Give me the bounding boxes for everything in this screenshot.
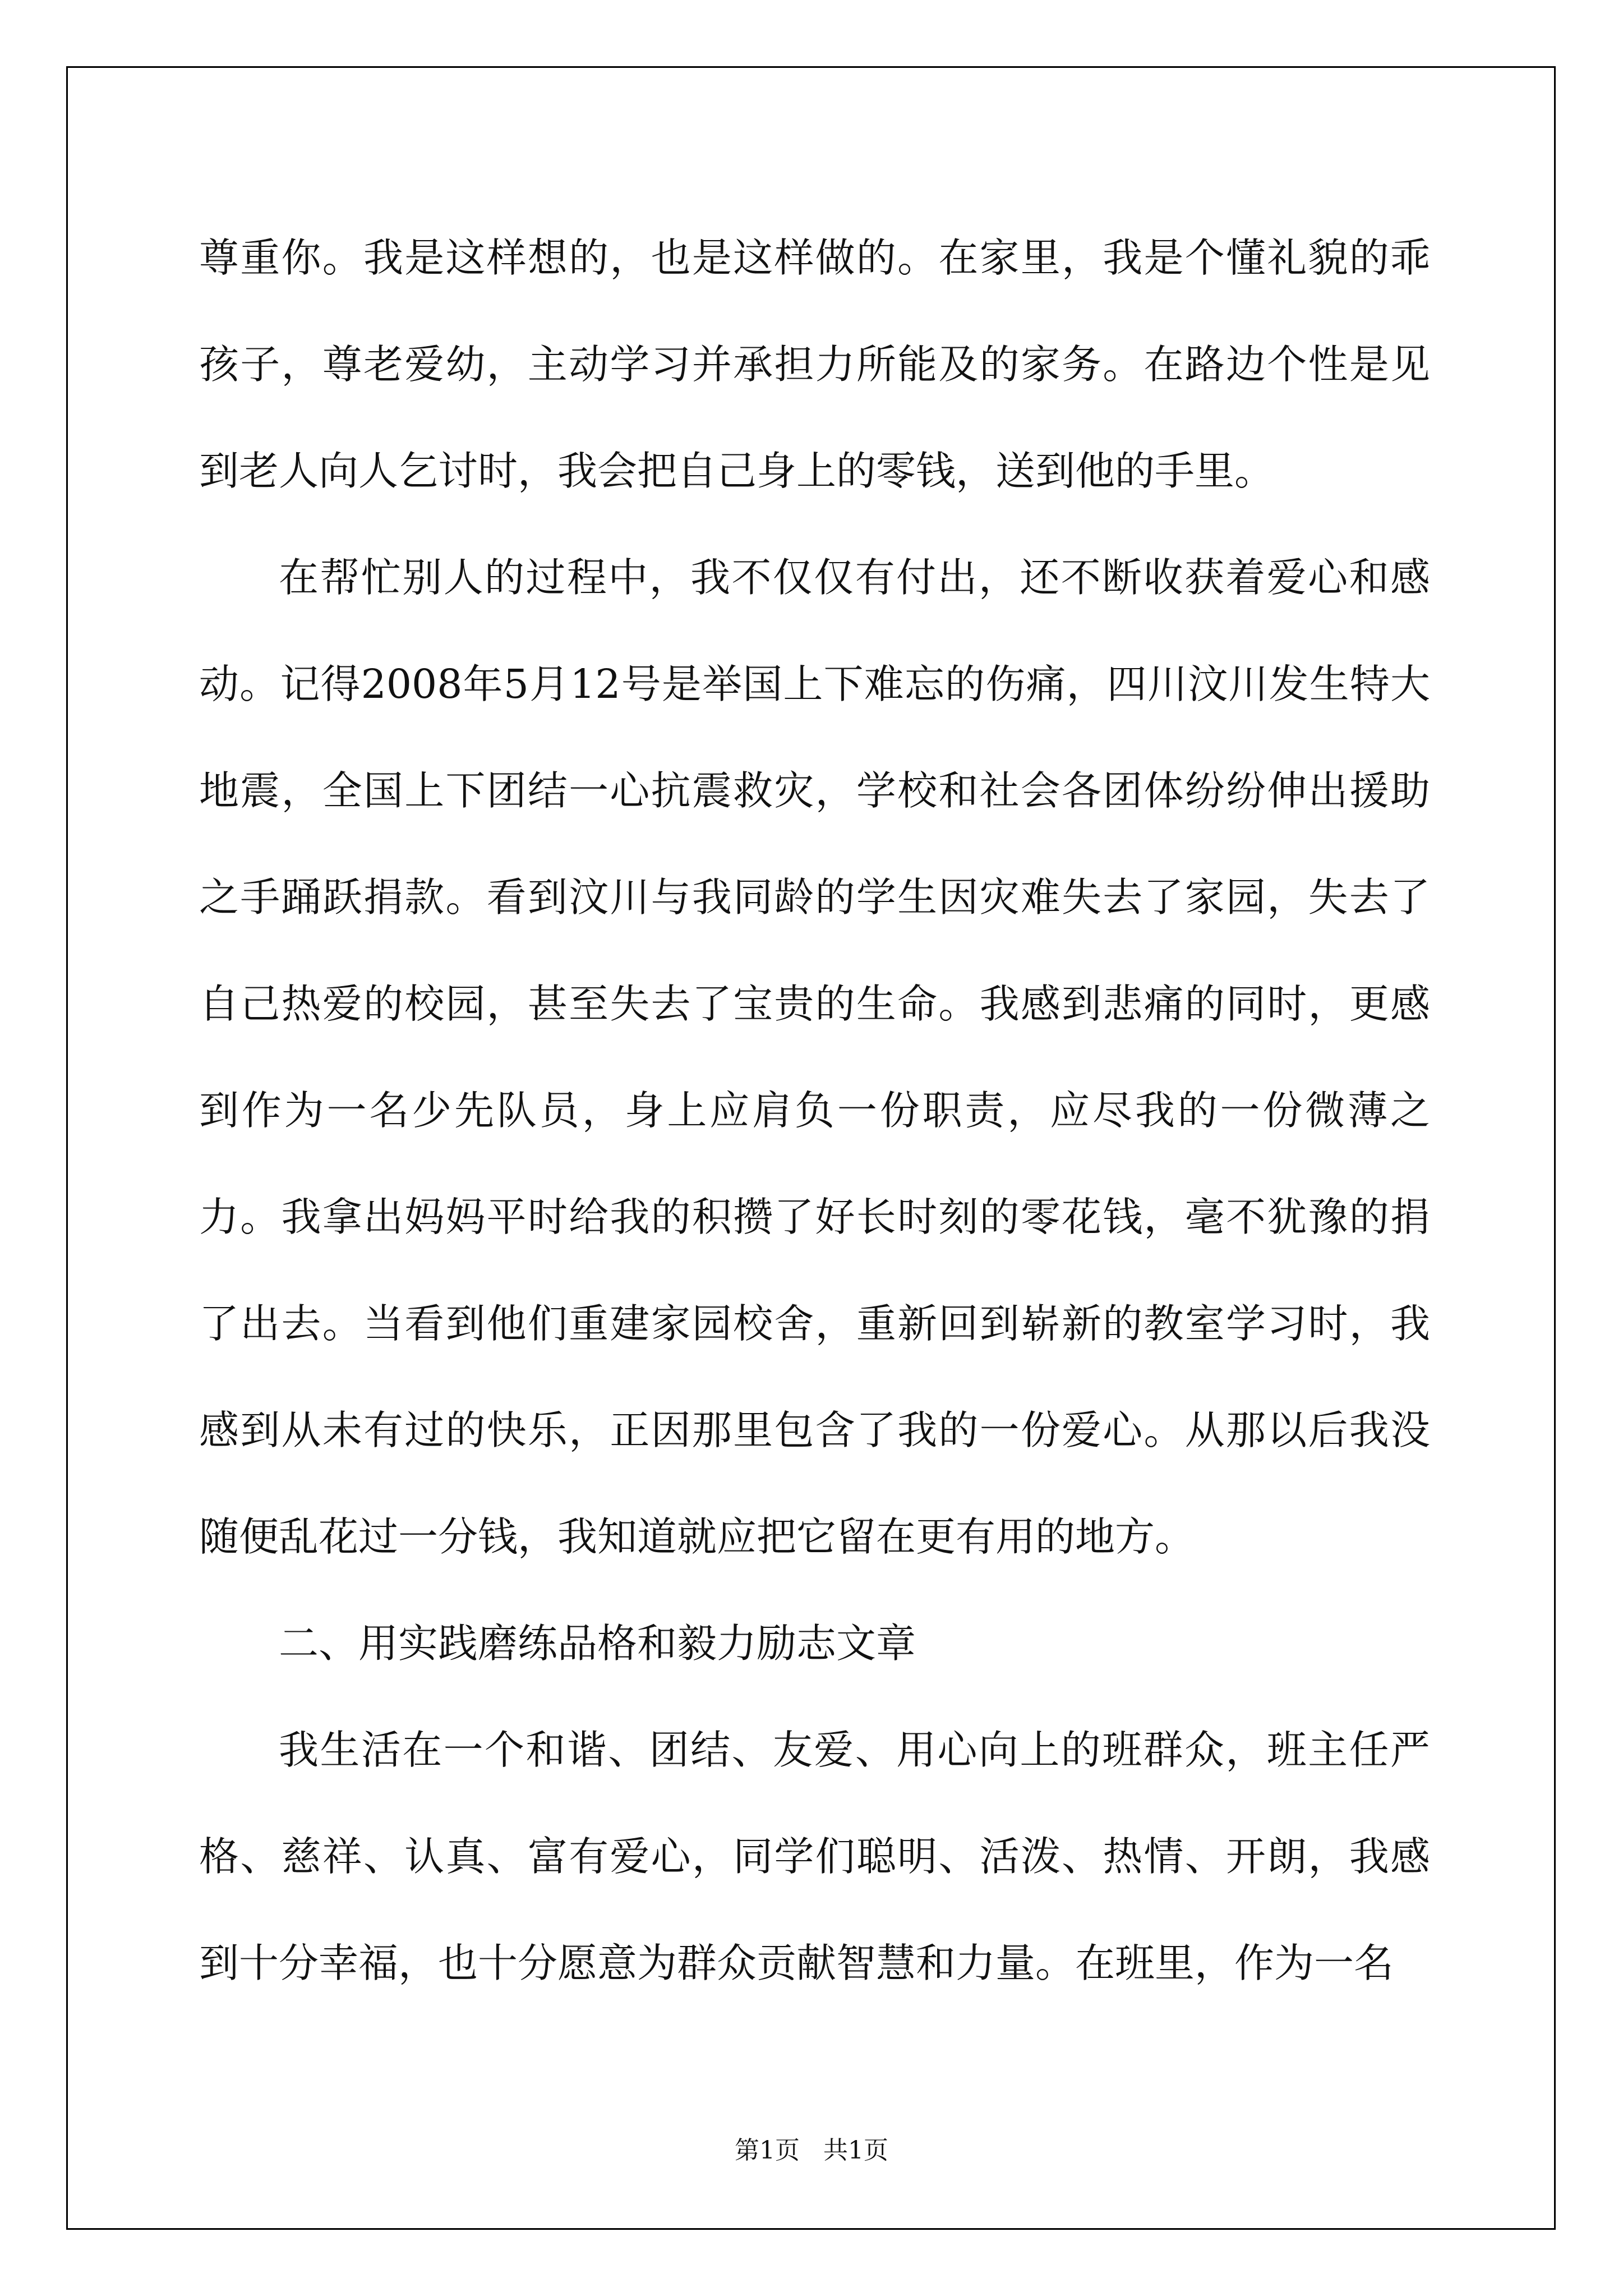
page-footer: 第1页 共1页 (735, 2136, 888, 2165)
paragraph-3: 我生活在一个和谐、团结、友爱、用心向上的班群众，班主任严格、慈祥、认真、富有爱心，同学们聪明、活泼、热情、开朗，我感到十分幸福，也十分愿意为群众贡献智慧和力量。在班里，作为一名 (199, 1727, 1430, 1986)
paragraph-2: 在帮忙别人的过程中，我不仅仅有付出，还不断收获着爱心和感动。记得2008年5月12号是举国上下难忘的伤痛，四川汶川发生特大地震，全国上下团结一心抗震救灾，学校和社会各团体纷纷伸出援助之手踊跃捐款。看到汶川与我同龄的学生因灾难失去了家园，失去了自己热爱的校园，甚至失去了宝贵的生命。我感到悲痛的同时，更感到作为一名少先队员，身上应肩负一份职责，应尽我的一份微薄之力。我拿出妈妈平时给我的积攒了好长时刻的零花钱，毫不犹豫的捐了出去。当看到他们重建家园校舍，重新回到崭新的教室学习时，我感到从未有过的快乐，正因那里包含了我的一份爱心。从那以后我没随便乱花过一分钱，我知道就应把它留在更有用的地方。 (199, 554, 1430, 1560)
paragraph-1: 尊重你。我是这样想的，也是这样做的。在家里，我是个懂礼貌的乖孩子，尊老爱幼，主动学习并承担力所能及的家务。在路边个性是见到老人向人乞讨时，我会把自己身上的零钱，送到他的手里。 (199, 234, 1430, 494)
section-heading: 二、用实践磨练品格和毅力励志文章 (279, 1620, 916, 1667)
document-body (199, 205, 1430, 2017)
